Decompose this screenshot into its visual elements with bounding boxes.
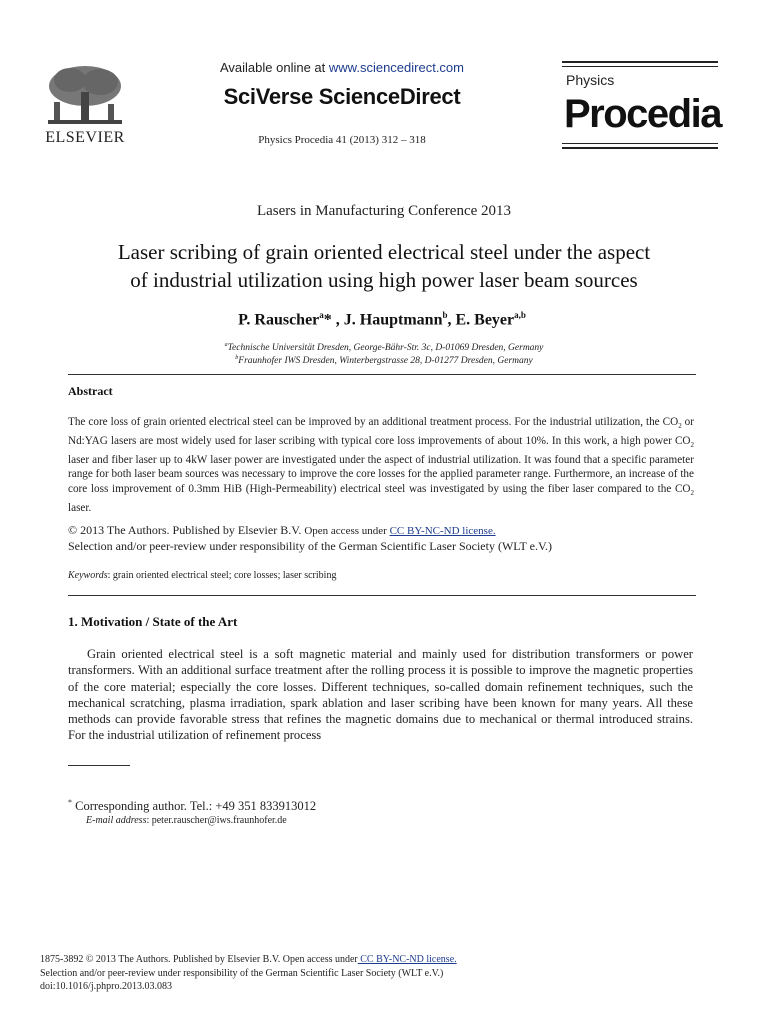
keywords: Keywords: grain oriented electrical steel; core losses; laser scribing bbox=[68, 570, 337, 581]
author-affil-sup: b bbox=[442, 310, 448, 320]
affiliation: $^b$Fraunhofer IWS Dresden, Winterbergstrasse 28, D-01277 Dresden, Germany bbox=[235, 355, 533, 367]
title-line: of industrial utilization using high power laser beam sources bbox=[130, 268, 638, 292]
availability-prefix: Available online at bbox=[219, 60, 329, 75]
logo-rule bbox=[562, 66, 718, 67]
corresponding-author: * Corresponding author. Tel.: +49 351 833913012 bbox=[68, 798, 317, 814]
author-name: E. Beyer bbox=[455, 311, 515, 329]
divider bbox=[68, 374, 696, 375]
abstract-heading: Abstract bbox=[68, 384, 113, 398]
page-footer: 1875-3892 © 2013 The Authors. Published by Elsevier B.V. Open access under CC BY-NC-ND license. Selection and/or peer-review under responsibility of the German Scientific Laser Society (WLT e.V.) doi:10.1016/j.phpro.2013.03.083 bbox=[40, 953, 740, 994]
platform-name: SciVerse ScienceDirect bbox=[223, 84, 461, 109]
author-name: P. Rauscher bbox=[238, 311, 320, 329]
abstract-text: The core loss of grain oriented electrical steel can be improved by an additional treatment process. For the industrial utilization, the $CO_2$ or Nd:YAG lasers are most widely used for laser scribing with typical core loss improvements of about 10%. In this work, a high power $CO_2$ laser and fiber laser up to 4kW laser power are investigated under the aspect of industrial utilization. It was found that a specific parameter range for both laser beam sources was necessary to improve the core losses for the applied parameter range. Furthermore, an increase of the core loss improvement of 0.3mm HiB (High-Permeability) electrical steel was investigated by using the fiber laser compared to the $CO_2$ laser. bbox=[68, 416, 694, 514]
sciencedirect-link[interactable]: www.sciencedirect.com bbox=[328, 60, 464, 75]
author-name: J. Hauptmann bbox=[343, 311, 443, 329]
doi: doi:10.1016/j.phpro.2013.03.083 bbox=[40, 981, 172, 992]
corresponding-mark: * bbox=[323, 311, 332, 329]
author-affil-sup: a bbox=[319, 310, 324, 320]
divider bbox=[68, 595, 696, 596]
footer-license-link[interactable]: CC BY-NC-ND license. bbox=[357, 954, 457, 965]
journal-logo-physics: Physics bbox=[566, 72, 615, 88]
journal-reference: Physics Procedia 41 (2013) 312 – 318 bbox=[258, 134, 426, 146]
email-address: E-mail address: peter.rauscher@iws.fraunhofer.de bbox=[86, 815, 287, 826]
journal-logo-procedia: Procedia bbox=[564, 92, 721, 136]
title-line: Laser scribing of grain oriented electrical steel under the aspect bbox=[117, 240, 651, 264]
logo-rule bbox=[562, 147, 718, 149]
section-heading: 1. Motivation / State of the Art bbox=[68, 614, 238, 629]
publisher-name: ELSEVIER bbox=[45, 129, 125, 146]
affiliation: $^a$Technische Universität Dresden, George-Bähr-Str. 3c, D-01069 Dresden, Germany bbox=[224, 342, 544, 354]
logo-rule bbox=[562, 143, 718, 144]
author-list: P. Rauscher$^a$* , J. Hauptmann$^b$, E. Beyer$^{a,b}$ bbox=[238, 310, 526, 329]
footnote-rule bbox=[68, 765, 130, 766]
copyright-notice: © 2013 The Authors. Published by Elsevier B.V. Open access under CC BY-NC-ND license. Selection and/or peer-review under responsibility of the German Scientific Laser Society (WLT e.V.) bbox=[68, 523, 553, 553]
body-paragraph: Grain oriented electrical steel is a soft magnetic material and mainly used for distribution transformers or power transformers. With an additional surface treatment after the rolling process it is possible to improve the magnetic properties of the core material; especially the core losses. Different techniques, so-called domain refinement techniques, such the mechanical scratching, plasma irradiation, spark ablation and laser scribing have been known for many years. All these methods can provide favorable stress that refines the magnetic domains due to mechanical or thermal introduced strains. For the industrial utilization of refinement process bbox=[68, 647, 693, 743]
author-affil-sup: a,b bbox=[514, 310, 526, 320]
logo-rule bbox=[562, 61, 718, 63]
paper-title bbox=[40, 238, 728, 294]
license-link[interactable]: CC BY-NC-ND license. bbox=[389, 525, 496, 537]
conference-name: Lasers in Manufacturing Conference 2013 bbox=[256, 203, 512, 219]
